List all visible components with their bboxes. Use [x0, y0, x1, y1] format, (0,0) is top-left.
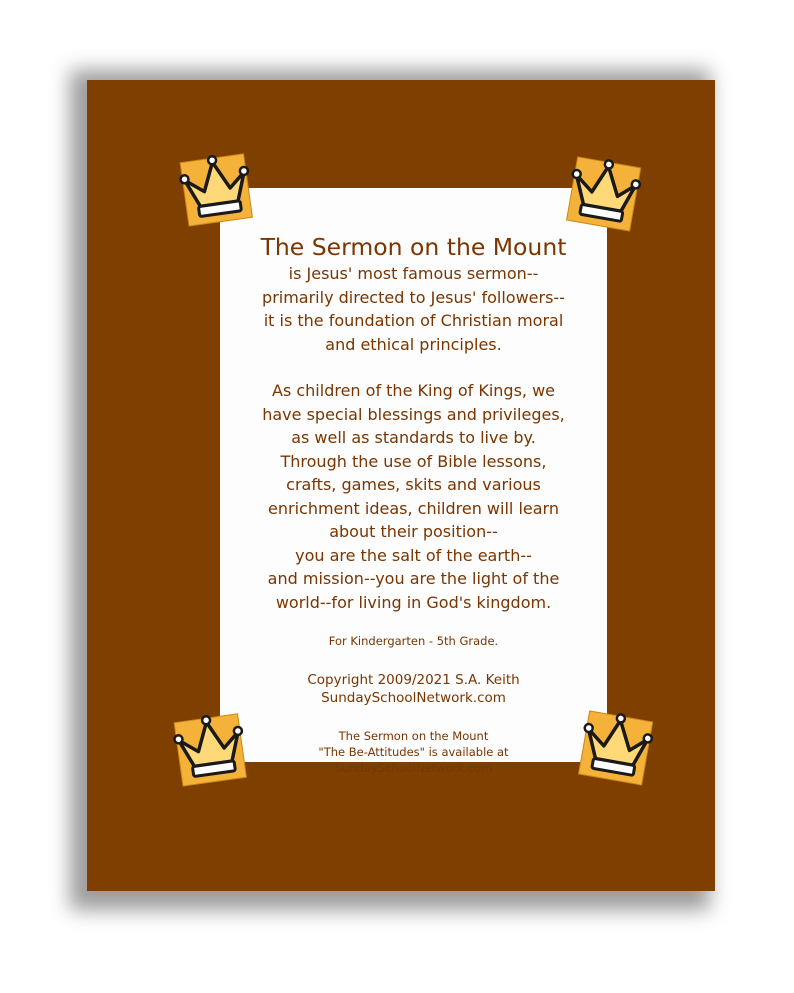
grade-note: For Kindergarten - 5th Grade. — [328, 634, 499, 648]
crown-icon — [576, 706, 656, 786]
intro-line: is Jesus' most famous sermon-- — [288, 264, 539, 283]
body-line: you are the salt of the earth-- — [295, 545, 532, 565]
body-line: crafts, games, skits and various — [286, 475, 541, 494]
text-panel — [220, 188, 607, 775]
crown-icon — [564, 152, 644, 232]
body-line: enrichment ideas, children will learn — [268, 498, 559, 518]
body-line: Through the use of Bible lessons, — [280, 451, 547, 471]
availability-line: The Sermon on the Mount — [338, 729, 489, 743]
page-title: The Sermon on the Mount — [260, 233, 567, 261]
intro-line: and ethical principles. — [325, 334, 502, 354]
body-line: and mission--you are the light of the — [267, 569, 560, 588]
body-paragraph — [220, 379, 607, 614]
crown-icon — [170, 708, 250, 788]
intro-line: primarily directed to Jesus' followers-- — [262, 287, 565, 307]
availability-line: SundaySchoolNetwork.com — [334, 761, 493, 775]
intro-paragraph — [220, 262, 607, 356]
availability-line: "The Be-Attitudes" is available at — [318, 745, 509, 759]
website-line: SundaySchoolNetwork.com — [321, 690, 506, 706]
body-line: as well as standards to live by. — [291, 428, 536, 447]
copyright-line: Copyright 2009/2021 S.A. Keith — [307, 672, 520, 688]
body-line: world--for living in God's kingdom. — [275, 592, 552, 612]
body-line: have special blessings and privileges, — [262, 404, 565, 424]
intro-line: it is the foundation of Christian moral — [263, 311, 564, 330]
crown-icon — [176, 148, 256, 228]
body-line: As children of the King of Kings, we — [272, 381, 555, 400]
availability-note — [220, 728, 607, 776]
body-line: about their position-- — [329, 522, 498, 541]
copyright-block — [220, 671, 607, 707]
